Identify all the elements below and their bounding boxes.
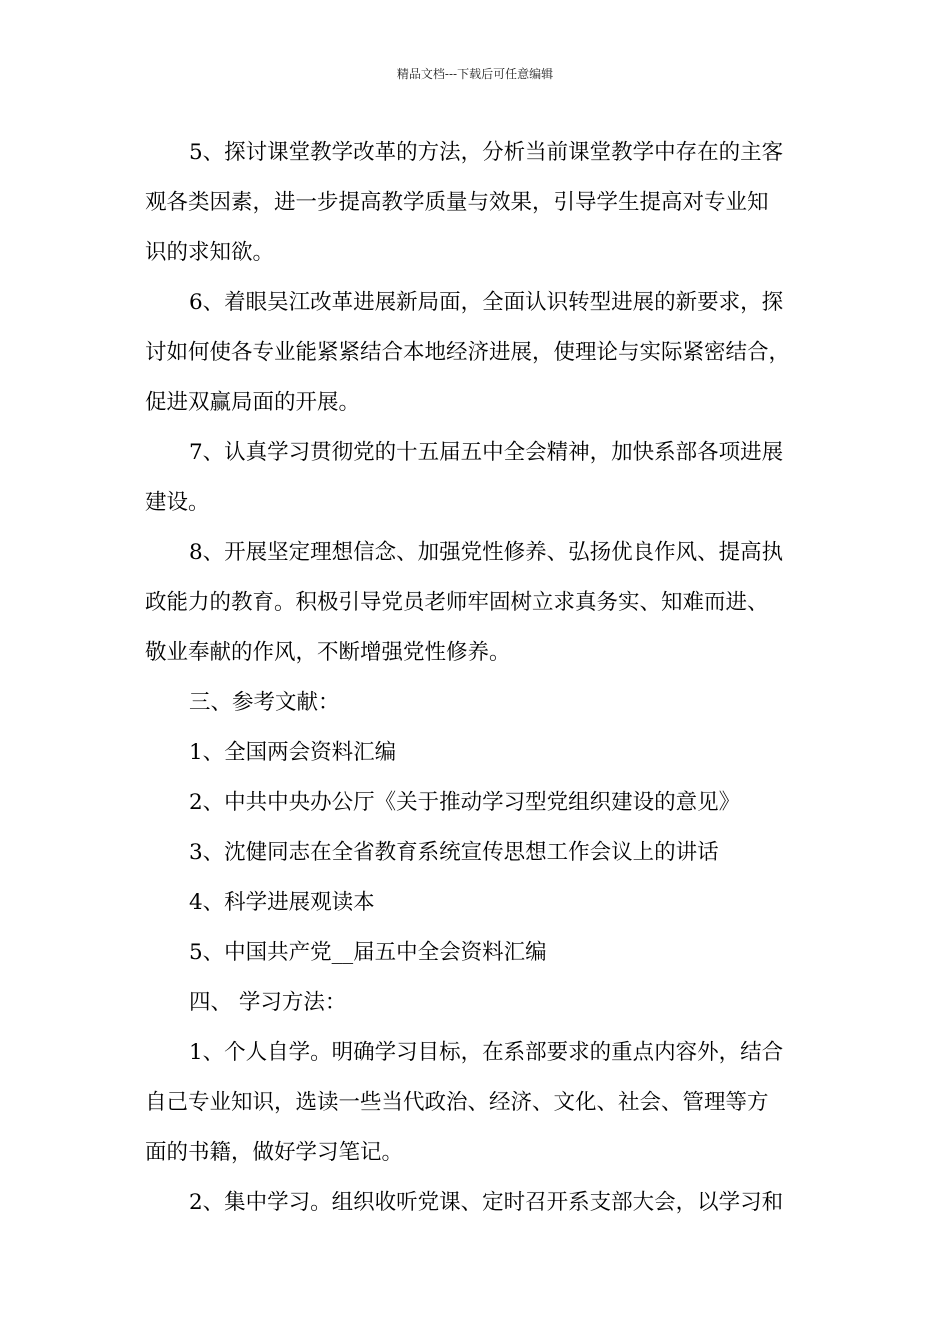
text-line: 3、沈健同志在全省教育系统宣传思想工作会议上的讲话	[189, 840, 719, 865]
text-line: 讨如何使各专业能紧紧结合本地经济进展，使理论与实际紧密结合，	[145, 340, 791, 365]
text-line: 敬业奉献的作风，不断增强党性修养。	[145, 640, 511, 665]
text-line: 2、中共中央办公厅《关于推动学习型党组织建设的意见》	[189, 790, 741, 815]
text-line: 6、着眼吴江改革进展新局面，全面认识转型进展的新要求，探	[189, 290, 784, 315]
text-line: 观各类因素，进一步提高教学质量与效果，引导学生提高对专业知	[145, 190, 769, 215]
paragraph	[145, 878, 810, 928]
document-body	[145, 128, 810, 1228]
text-line: 7、认真学习贯彻党的十五届五中全会精神，加快系部各项进展	[189, 440, 784, 465]
text-line: 自己专业知识，选读一些当代政治、经济、文化、社会、管理等方	[145, 1090, 769, 1115]
paragraph	[145, 678, 810, 728]
text-line: 四、 学习方法：	[189, 990, 347, 1015]
text-line: 三、参考文献：	[189, 690, 340, 715]
text-line: 识的求知欲。	[145, 240, 275, 265]
paragraph	[145, 978, 810, 1028]
paragraph	[145, 128, 810, 278]
text-line: 1、个人自学。明确学习目标，在系部要求的重点内容外，结合	[189, 1040, 784, 1065]
text-line: 面的书籍，做好学习笔记。	[145, 1140, 404, 1165]
paragraph	[145, 778, 810, 828]
text-line: 2、集中学习。组织收听党课、定时召开系支部大会，以学习和	[189, 1190, 784, 1215]
page-header: 精品文档---下载后可任意编辑	[396, 67, 554, 81]
text-line: 1、全国两会资料汇编	[189, 740, 397, 765]
paragraph	[145, 928, 810, 978]
text-line: 政能力的教育。积极引导党员老师牢固树立求真务实、知难而进、	[145, 590, 769, 615]
paragraph	[145, 428, 810, 528]
paragraph	[145, 828, 810, 878]
paragraph	[145, 728, 810, 778]
paragraph	[145, 1028, 810, 1178]
text-line: 5、探讨课堂教学改革的方法，分析当前课堂教学中存在的主客	[189, 140, 784, 165]
text-line: 建设。	[145, 490, 210, 515]
text-line: 促进双赢局面的开展。	[145, 390, 361, 415]
paragraph	[145, 528, 810, 678]
text-line: 4、科学进展观读本	[189, 890, 375, 915]
paragraph	[145, 278, 810, 428]
text-line: 5、中国共产党__届五中全会资料汇编	[189, 940, 547, 965]
paragraph	[145, 1178, 810, 1228]
text-line: 8、开展坚定理想信念、加强党性修养、弘扬优良作风、提高执	[189, 540, 784, 565]
